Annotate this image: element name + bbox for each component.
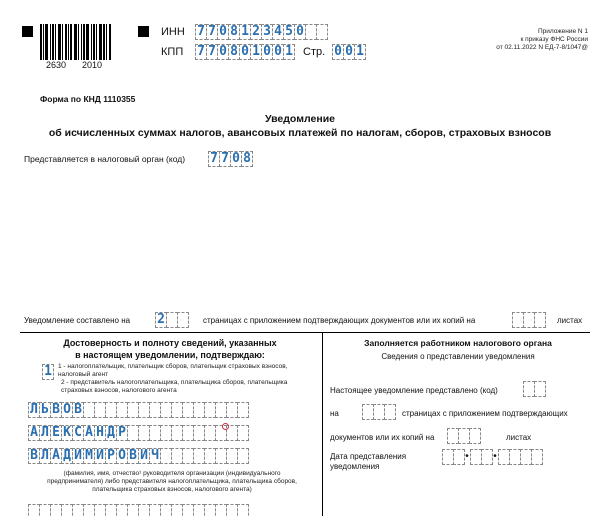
patronymic-cell[interactable]: В (28, 448, 40, 464)
inn-cell[interactable]: 7 (195, 24, 207, 40)
fio-caption (24, 470, 320, 494)
patronymic-cell[interactable]: В (127, 448, 139, 464)
kpp-cells (195, 44, 294, 60)
inn-cell[interactable]: 8 (228, 24, 240, 40)
sheets-cell[interactable] (534, 312, 546, 328)
patronymic-cell[interactable]: И (138, 448, 150, 464)
pages-middle: страницах с приложением подтверждающих документов или их копий на (203, 316, 476, 325)
inn-cells (195, 24, 327, 40)
appendix-line-3: от 02.11.2022 N ЕД-7-8/1047@ (496, 44, 588, 51)
presented-code-cell[interactable] (534, 381, 546, 397)
corner-marker-left (22, 26, 33, 37)
kpp-cell[interactable]: 7 (195, 44, 207, 60)
tax-authority-cell[interactable]: 7 (208, 151, 220, 167)
signer-options (58, 363, 288, 395)
surname-cell[interactable]: В (50, 402, 62, 418)
barcode-number-left: 2630 (46, 60, 67, 70)
inn-cell[interactable]: 1 (239, 24, 251, 40)
patronymic-cell[interactable]: М (83, 448, 95, 464)
surname-cell[interactable] (237, 402, 249, 418)
date-separator-dot: • (465, 451, 469, 462)
section-divider-horizontal (20, 332, 590, 333)
name-cell[interactable]: Л (39, 425, 51, 441)
name-cell[interactable]: С (72, 425, 84, 441)
signer-code-cells (42, 364, 53, 380)
kpp-cell[interactable]: 1 (283, 44, 295, 60)
surname-cell[interactable]: О (61, 402, 73, 418)
pages-suffix: листах (557, 316, 583, 325)
extra-cell[interactable] (237, 504, 249, 516)
right-pages-cells (362, 404, 395, 420)
inn-cell[interactable]: 7 (206, 24, 218, 40)
form-knd: Форма по КНД 1110355 (40, 94, 136, 104)
tax-authority-label: Представляется в налоговый орган (код) (24, 154, 186, 164)
name-cell[interactable]: К (61, 425, 73, 441)
pages-cells (155, 312, 188, 328)
inn-cell[interactable]: 3 (261, 24, 273, 40)
signer-code-cell[interactable]: 1 (42, 364, 54, 380)
patronymic-cell[interactable]: И (72, 448, 84, 464)
cursor-marker (222, 423, 229, 430)
name-cell[interactable]: А (83, 425, 95, 441)
page-cell[interactable]: 0 (332, 44, 344, 60)
name-cell[interactable]: Р (116, 425, 128, 441)
fio-caption-line-1: (фамилия, имя, отчество¹ руководителя организации (индивидуального (63, 470, 281, 477)
sheets-cells (512, 312, 545, 328)
barcode (40, 24, 120, 60)
fio-caption-line-2: предпринимателя) либо представителя налогоплательщика, плательщика сборов, (47, 478, 297, 485)
patronymic-cell[interactable]: Р (105, 448, 117, 464)
kpp-cell[interactable]: 0 (239, 44, 251, 60)
form-title: Уведомление (264, 113, 335, 125)
kpp-cell[interactable]: 8 (228, 44, 240, 60)
date-separator-dot: • (493, 451, 497, 462)
inn-cell[interactable]: 5 (283, 24, 295, 40)
inn-label: ИНН (161, 26, 185, 38)
right-subtitle: Сведения о представлении уведомления (381, 352, 535, 361)
name-cell[interactable] (237, 425, 249, 441)
form-subtitle: об исчисленных суммах налогов, авансовых платежей по налогам, сборов, страховых взносов (48, 127, 552, 139)
name-cell[interactable]: Н (94, 425, 106, 441)
patronymic-cell[interactable]: Ч (149, 448, 161, 464)
pages-cell[interactable] (177, 312, 189, 328)
appendix-note (496, 28, 588, 52)
kpp-cell[interactable]: 0 (272, 44, 284, 60)
patronymic-cells (28, 448, 248, 464)
kpp-label: КПП (161, 46, 184, 58)
corner-marker-right (138, 26, 149, 37)
date-label-line-2: уведомления (330, 462, 380, 471)
date-cells (442, 449, 542, 465)
left-title-line-2: в настоящем уведомлении, подтверждаю: (75, 350, 265, 360)
appendix-line-2: к приказу ФНС России (520, 36, 588, 43)
date-label-line-1: Дата представления (330, 452, 407, 461)
barcode-number-right: 2010 (82, 60, 103, 70)
tax-authority-cell[interactable]: 8 (241, 151, 253, 167)
page-label: Стр. (303, 46, 326, 58)
right-sheets-cells (447, 428, 480, 444)
tax-authority-cell[interactable]: 7 (219, 151, 231, 167)
option2-line-1: 2 - представитель налогоплательщика, плательщика сборов, плательщика (61, 379, 288, 386)
docs-label: документов или их копий на (330, 433, 435, 442)
patronymic-cell[interactable]: И (94, 448, 106, 464)
fio-caption-line-3: плательщика страховых взносов, налогового агента) (92, 486, 252, 493)
page-cells (332, 44, 365, 60)
kpp-cell[interactable]: 0 (217, 44, 229, 60)
tax-authority-cell[interactable]: 0 (230, 151, 242, 167)
presented-label: Настоящее уведомление представлено (код) (330, 386, 498, 395)
kpp-cell[interactable]: 1 (250, 44, 262, 60)
surname-cells (28, 402, 248, 418)
pages-cell[interactable]: 2 (155, 312, 167, 328)
patronymic-cell[interactable]: Л (39, 448, 51, 464)
page-cell[interactable]: 1 (354, 44, 366, 60)
on-label: на (330, 409, 339, 418)
pages-prefix: Уведомление составлено на (24, 316, 131, 325)
patronymic-cell[interactable] (237, 448, 249, 464)
right-title: Заполняется работником налогового органа (364, 338, 552, 348)
tax-authority-cells (208, 151, 252, 167)
presented-code-cells (523, 381, 545, 397)
name-cell[interactable]: А (28, 425, 40, 441)
kpp-cell[interactable]: 0 (261, 44, 273, 60)
name-cell[interactable]: Д (105, 425, 117, 441)
kpp-cell[interactable]: 7 (206, 44, 218, 60)
right-sheets-label: листах (506, 433, 532, 442)
inn-cell[interactable]: 4 (272, 24, 284, 40)
left-title-line-1: Достоверность и полноту сведений, указанных (63, 338, 277, 348)
name-cells (28, 425, 248, 441)
surname-cell[interactable]: Л (28, 402, 40, 418)
right-pages-cell[interactable] (384, 404, 396, 420)
page-cell[interactable]: 0 (343, 44, 355, 60)
surname-cell[interactable]: Ь (39, 402, 51, 418)
option1-line-1: 1 - налогоплательщик, плательщик сборов, плательщик страховых взносов, (58, 363, 288, 370)
appendix-line-1: Приложение N 1 (537, 28, 588, 35)
option2-line-2: страховых взносов, налогового агента (61, 387, 177, 394)
patronymic-cell[interactable]: Д (61, 448, 73, 464)
date-year-cell[interactable] (531, 449, 543, 465)
inn-cell[interactable]: 2 (250, 24, 262, 40)
option1-line-2: налоговый агент (58, 371, 109, 378)
inn-cell[interactable]: 0 (294, 24, 306, 40)
inn-cell[interactable]: 0 (217, 24, 229, 40)
surname-cell[interactable]: В (72, 402, 84, 418)
patronymic-cell[interactable]: А (50, 448, 62, 464)
name-cell[interactable]: Е (50, 425, 62, 441)
right-sheets-cell[interactable] (469, 428, 481, 444)
extra-cells (28, 504, 248, 516)
right-pages-label: страницах с приложением подтверждающих (402, 409, 568, 418)
patronymic-cell[interactable]: О (116, 448, 128, 464)
inn-cell[interactable] (316, 24, 328, 40)
